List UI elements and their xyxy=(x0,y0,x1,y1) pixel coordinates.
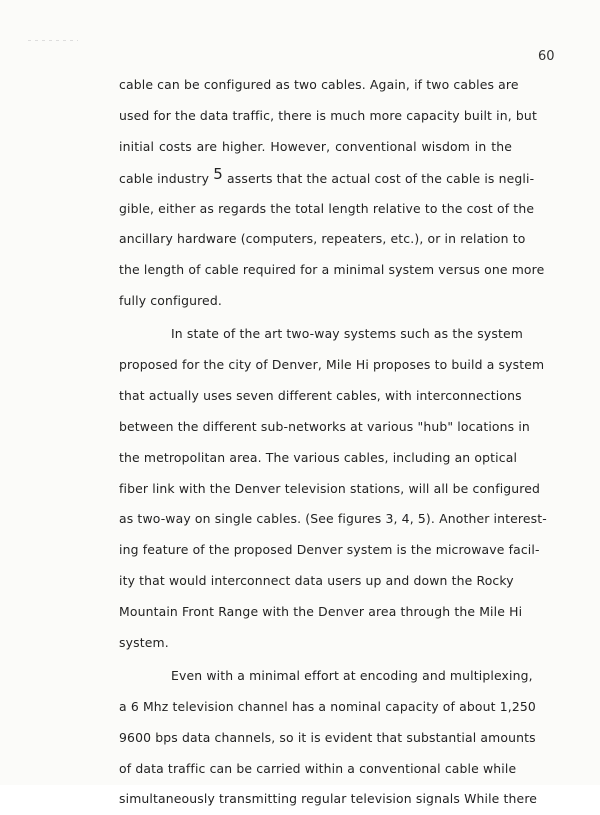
text-line xyxy=(119,163,535,194)
footnote-marker: 5 xyxy=(213,164,223,183)
text-line: ing feature of the proposed Denver system is the microwave facil- xyxy=(119,542,540,558)
text-line: cable can be configured as two cables. Again, if two cables are xyxy=(119,77,519,92)
text-line: 9600 bps data channels, so it is evident that substantial amounts xyxy=(119,729,536,745)
text-line: as two-way on single cables. (See figures 3, 4, 5). Another interest- xyxy=(119,511,547,527)
text-segment: asserts that the actual cost of the cable is negli- xyxy=(222,170,535,186)
text-line: used for the data traffic, there is much more capacity built in, but xyxy=(119,107,537,123)
body-text xyxy=(119,70,547,815)
text-line: Even with a minimal effort at encoding and multiplexing, xyxy=(171,667,533,683)
text-line: Mountain Front Range with the Denver area through the Mile Hi xyxy=(119,604,523,620)
text-line: initial costs are higher. However, conventional wisdom in the xyxy=(119,138,512,154)
paragraph xyxy=(119,70,545,317)
text-line: fully configured. xyxy=(119,293,222,309)
text-line: simultaneously transmitting regular television signals While there xyxy=(119,791,538,807)
paragraph xyxy=(119,661,538,815)
text-line: system. xyxy=(119,635,169,651)
text-line: fiber link with the Denver television stations, will all be configured xyxy=(119,480,541,496)
text-line: ity that would interconnect data users up and down the Rocky xyxy=(119,573,514,589)
text-line: of data traffic can be carried within a conventional cable while xyxy=(119,760,517,776)
text-line: the metropolitan area. The various cables, including an optical xyxy=(119,449,518,465)
text-line: a 6 Mhz television channel has a nominal capacity of about 1,250 xyxy=(119,698,536,714)
text-line: gible, either as regards the total length relative to the cost of the xyxy=(119,200,535,216)
text-line: between the different sub-networks at various "hub" locations in xyxy=(119,418,530,434)
text-line: the length of cable required for a minimal system versus one more xyxy=(119,262,545,278)
text-segment: cable industry xyxy=(119,170,214,186)
scan-artifact xyxy=(28,40,78,41)
text-line: proposed for the city of Denver, Mile Hi proposes to build a system xyxy=(119,357,545,373)
text-line: that actually uses seven different cables, with interconnections xyxy=(119,387,522,403)
text-line: In state of the art two-way systems such as the system xyxy=(171,326,523,342)
page-number: 60 xyxy=(538,49,555,64)
text-line: ancillary hardware (computers, repeaters, etc.), or in relation to xyxy=(119,231,526,247)
paragraph xyxy=(119,319,547,659)
